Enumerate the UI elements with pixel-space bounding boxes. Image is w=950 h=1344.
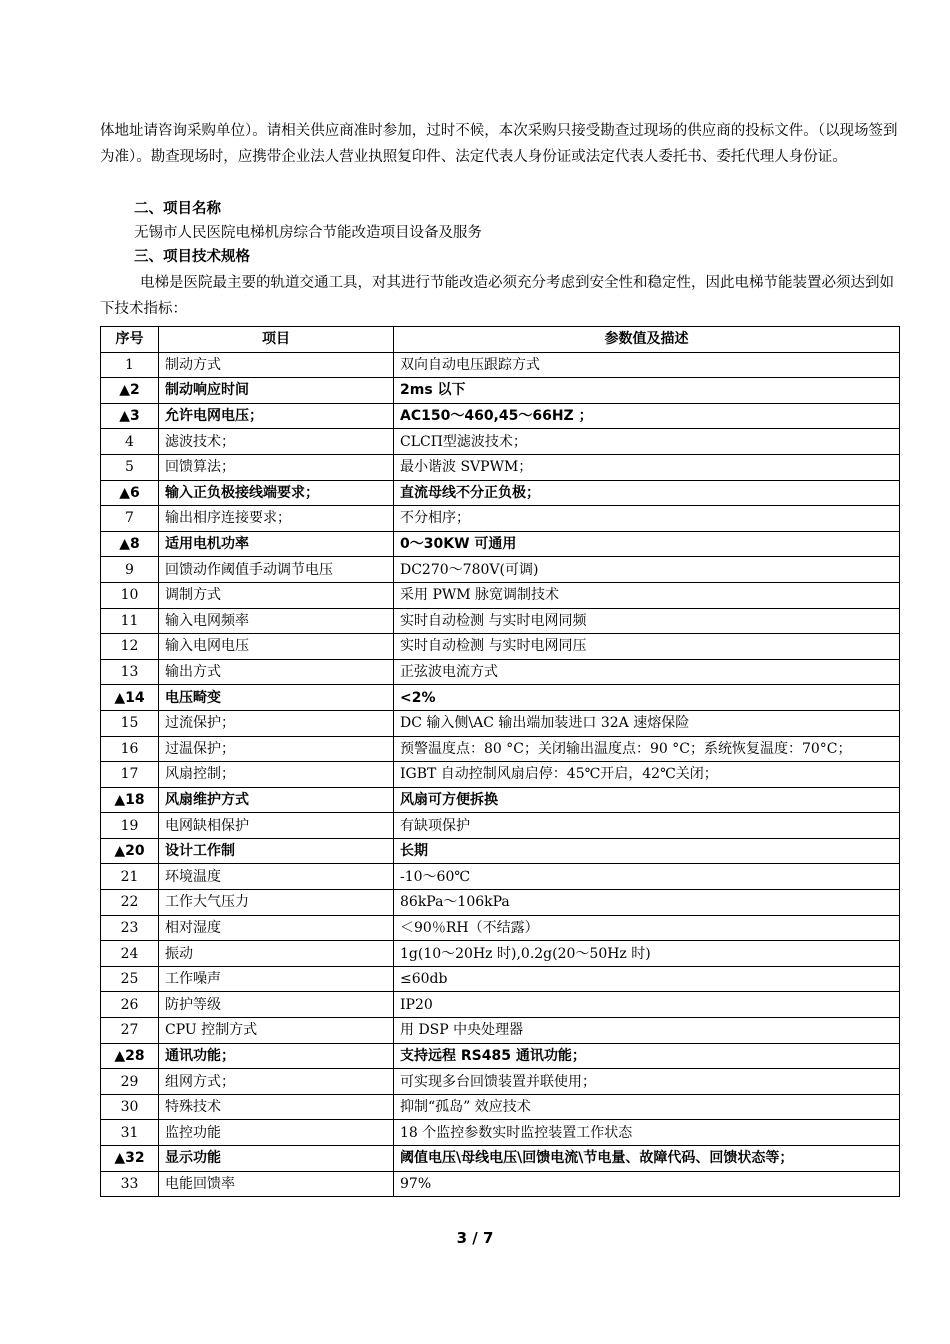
cell-no: ▲18 [101, 787, 159, 813]
cell-item: 振动 [159, 941, 394, 967]
spec-intro-paragraph: 电梯是医院最主要的轨道交通工具，对其进行节能改造必须充分考虑到安全性和稳定性，因此电梯节能装置必须达到如下技术指标： [100, 275, 894, 317]
cell-item: 显示功能 [159, 1146, 394, 1172]
cell-no: 9 [101, 557, 159, 583]
cell-no: 5 [101, 454, 159, 480]
cell-item: 特殊技术 [159, 1094, 394, 1120]
cell-no: ▲2 [101, 378, 159, 404]
cell-desc: 18 个监控参数实时监控装置工作状态 [394, 1120, 900, 1146]
cell-item: 电压畸变 [159, 685, 394, 711]
cell-desc: CLCΠ型滤波技术； [394, 429, 900, 455]
spec-table [100, 326, 900, 1197]
page-number: 3 / 7 [456, 1229, 494, 1247]
table-row [101, 582, 900, 608]
cell-item: 工作噪声 [159, 966, 394, 992]
cell-desc: 可实现多台回馈装置并联使用； [394, 1069, 900, 1095]
table-row [101, 1120, 900, 1146]
table-row [101, 429, 900, 455]
section-heading-project-name: 二、项目名称 [134, 201, 221, 217]
table-row [101, 1043, 900, 1069]
header-desc: 参数值及描述 [394, 327, 900, 353]
cell-desc: 86kPa～106kPa [394, 890, 900, 916]
table-row [101, 506, 900, 532]
cell-no: 4 [101, 429, 159, 455]
cell-item: 制动响应时间 [159, 378, 394, 404]
cell-no: 10 [101, 582, 159, 608]
cell-desc: IGBT 自动控制风扇启停：45℃开启，42℃关闭； [394, 762, 900, 788]
table-row [101, 403, 900, 429]
cell-item: 监控功能 [159, 1120, 394, 1146]
cell-item: 输出相序连接要求； [159, 506, 394, 532]
cell-desc: 预警温度点：80 °C；关闭输出温度点：90 °C；系统恢复温度：70°C； [394, 736, 900, 762]
cell-desc: 阈值电压\母线电压\回馈电流\节电量、故障代码、回馈状态等； [394, 1146, 900, 1172]
cell-desc: IP20 [394, 992, 900, 1018]
table-row [101, 966, 900, 992]
table-row [101, 1069, 900, 1095]
cell-item: 通讯功能； [159, 1043, 394, 1069]
cell-desc: 实时自动检测 与实时电网同压 [394, 634, 900, 660]
cell-item: 风扇控制； [159, 762, 394, 788]
cell-desc: 最小谐波 SVPWM； [394, 454, 900, 480]
cell-no: 29 [101, 1069, 159, 1095]
cell-desc: DC270～780V(可调) [394, 557, 900, 583]
cell-desc: 直流母线不分正负极； [394, 480, 900, 506]
cell-desc: 风扇可方便拆换 [394, 787, 900, 813]
header-item: 项目 [159, 327, 394, 353]
cell-item: 电能回馈率 [159, 1171, 394, 1197]
table-row [101, 352, 900, 378]
table-row [101, 557, 900, 583]
cell-no: ▲28 [101, 1043, 159, 1069]
table-row [101, 864, 900, 890]
cell-item: 过温保护； [159, 736, 394, 762]
cell-item: 风扇维护方式 [159, 787, 394, 813]
cell-no: 13 [101, 659, 159, 685]
cell-no: 31 [101, 1120, 159, 1146]
cell-no: 27 [101, 1018, 159, 1044]
cell-no: 22 [101, 890, 159, 916]
cell-item: 输入电网电压 [159, 634, 394, 660]
cell-item: 输入电网频率 [159, 608, 394, 634]
cell-no: 21 [101, 864, 159, 890]
cell-no: 7 [101, 506, 159, 532]
cell-desc: 采用 PWM 脉宽调制技术 [394, 582, 900, 608]
cell-no: 23 [101, 915, 159, 941]
cell-item: 过流保护； [159, 710, 394, 736]
cell-item: 设计工作制 [159, 838, 394, 864]
cell-no: 30 [101, 1094, 159, 1120]
cell-desc: 有缺项保护 [394, 813, 900, 839]
table-row [101, 378, 900, 404]
cell-desc: 长期 [394, 838, 900, 864]
body-paragraph: 体地址请咨询采购单位）。请相关供应商准时参加，过时不候，本次采购只接受勘查过现场的供应商的投标文件。（以现场签到为准）。勘查现场时，应携带企业法人营业执照复印件、法定代表人身份证或法定代表人委托书、委托代理人身份证。 [100, 123, 898, 165]
cell-no: 11 [101, 608, 159, 634]
cell-no: 16 [101, 736, 159, 762]
cell-desc: 双向自动电压跟踪方式 [394, 352, 900, 378]
table-row [101, 915, 900, 941]
cell-item: 输入正负极接线端要求； [159, 480, 394, 506]
table-row [101, 1146, 900, 1172]
table-row [101, 941, 900, 967]
cell-no: ▲32 [101, 1146, 159, 1172]
cell-item: 工作大气压力 [159, 890, 394, 916]
cell-desc: DC 输入侧\AC 输出端加装进口 32A 速熔保险 [394, 710, 900, 736]
table-row [101, 736, 900, 762]
cell-no: 25 [101, 966, 159, 992]
cell-desc: 正弦波电流方式 [394, 659, 900, 685]
spec-table-header [101, 327, 900, 353]
cell-desc: 支持远程 RS485 通讯功能； [394, 1043, 900, 1069]
cell-item: 滤波技术； [159, 429, 394, 455]
table-row [101, 608, 900, 634]
table-row [101, 1018, 900, 1044]
table-row [101, 787, 900, 813]
cell-item: CPU 控制方式 [159, 1018, 394, 1044]
table-row [101, 1094, 900, 1120]
cell-item: 回馈算法； [159, 454, 394, 480]
cell-desc: 不分相序； [394, 506, 900, 532]
cell-no: ▲14 [101, 685, 159, 711]
cell-no: ▲6 [101, 480, 159, 506]
cell-no: 19 [101, 813, 159, 839]
cell-item: 环境温度 [159, 864, 394, 890]
project-name-text: 无锡市人民医院电梯机房综合节能改造项目设备及服务 [134, 225, 482, 241]
header-no: 序号 [101, 327, 159, 353]
table-row [101, 992, 900, 1018]
cell-desc: <2% [394, 685, 900, 711]
cell-desc: -10～60℃ [394, 864, 900, 890]
cell-item: 相对湿度 [159, 915, 394, 941]
cell-desc: ＜90％RH（不结露） [394, 915, 900, 941]
cell-desc: 97% [394, 1171, 900, 1197]
cell-item: 电网缺相保护 [159, 813, 394, 839]
cell-item: 组网方式； [159, 1069, 394, 1095]
table-row [101, 710, 900, 736]
cell-item: 允许电网电压； [159, 403, 394, 429]
cell-desc: 实时自动检测 与实时电网同频 [394, 608, 900, 634]
cell-no: 12 [101, 634, 159, 660]
cell-desc: 0～30KW 可通用 [394, 531, 900, 557]
cell-desc: 1g(10～20Hz 时),0.2g(20～50Hz 时) [394, 941, 900, 967]
cell-no: 17 [101, 762, 159, 788]
cell-no: ▲8 [101, 531, 159, 557]
table-row [101, 659, 900, 685]
table-row [101, 813, 900, 839]
cell-no: 1 [101, 352, 159, 378]
cell-no: 15 [101, 710, 159, 736]
table-row [101, 890, 900, 916]
cell-desc: ≤60db [394, 966, 900, 992]
table-row [101, 634, 900, 660]
table-row [101, 762, 900, 788]
table-row [101, 531, 900, 557]
cell-no: ▲3 [101, 403, 159, 429]
cell-desc: 抑制“孤岛” 效应技术 [394, 1094, 900, 1120]
cell-no: 33 [101, 1171, 159, 1197]
table-row [101, 838, 900, 864]
cell-desc: AC150～460,45～66HZ ； [394, 403, 900, 429]
cell-no: 24 [101, 941, 159, 967]
cell-desc: 用 DSP 中央处理器 [394, 1018, 900, 1044]
cell-item: 制动方式 [159, 352, 394, 378]
cell-desc: 2ms 以下 [394, 378, 900, 404]
cell-item: 输出方式 [159, 659, 394, 685]
cell-item: 适用电机功率 [159, 531, 394, 557]
section-heading-tech-spec: 三、项目技术规格 [134, 249, 250, 265]
cell-item: 防护等级 [159, 992, 394, 1018]
cell-no: ▲20 [101, 838, 159, 864]
cell-no: 26 [101, 992, 159, 1018]
table-row [101, 1171, 900, 1197]
cell-item: 调制方式 [159, 582, 394, 608]
cell-item: 回馈动作阈值手动调节电压 [159, 557, 394, 583]
table-row [101, 480, 900, 506]
table-row [101, 454, 900, 480]
table-row [101, 685, 900, 711]
